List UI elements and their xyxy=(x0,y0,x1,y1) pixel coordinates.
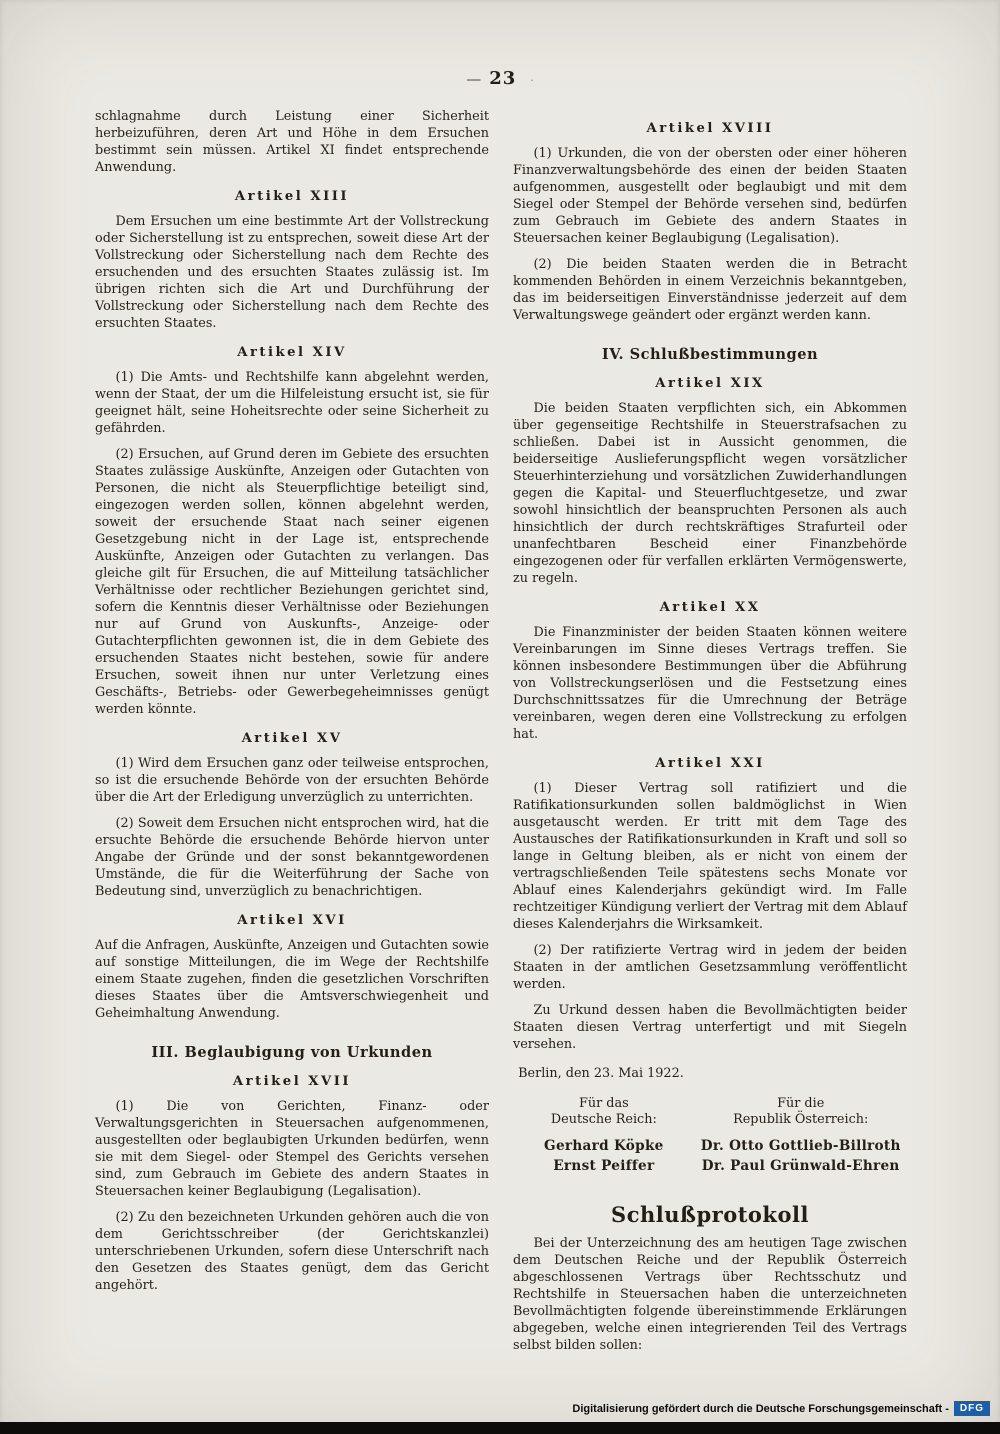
article-xiv-heading: Artikel XIV xyxy=(237,345,347,360)
paragraph: (2) Zu den bezeichneten Urkunden gehören auch die von dem Gerichtsschreiber (der Gerichtskanzlei) unterschriebenen Urkunden, sofern diese Unterschrift nach den Gesetzen des Staates genügt, dem das Gericht angehört. xyxy=(95,1210,489,1293)
digitization-credit xyxy=(572,1401,990,1416)
paragraph: Die beiden Staaten verpflichten sich, ein Abkommen über gegenseitige Rechtshilfe in Steuerstrafsachen zu schließen. Dabei ist in Aussicht genommen, die beiderseitige Auslieferungspflicht wegen vorsätzlicher Steuerhinterziehung und vorsätzlichen Zuwiderhandlungen gegen die Kapital- und Steuerfluchtgesetze, und zwar sowohl hinsichtlich der beanspruchten Personen als auch hinsichtlich der durch rechtskräftiges Strafurteil oder unanfechtbaren Bescheid einer Finanzbehörde eingezogenen oder für verfallen erklärten Vermögenswerte, zu regeln. xyxy=(513,401,907,586)
paragraph: Auf die Anfragen, Auskünfte, Anzeigen und Gutachten sowie auf sonstige Mitteilungen, die im Wege der Rechtshilfe einem Staate zugehen, finden die gesetzlichen Vorschriften dieses Staates über die Amtsverschwiegenheit und Geheimhaltung Anwendung. xyxy=(95,938,489,1021)
signature-column-left xyxy=(517,1096,691,1176)
paragraph: Die Finanzminister der beiden Staaten können weitere Vereinbarungen im Sinne dieses Vertrags treffen. Sie können insbesondere Bestimmungen über die Abführung von Vollstreckungserlösen und die Festsetzung eines Durchschnittssatzes für die Umrechnung der Beträge vereinbaren, wegen deren eine Vollstreckung zu erfolgen hat. xyxy=(513,625,907,742)
article-xvi-heading: Artikel XVI xyxy=(237,913,347,928)
paragraph: Zu Urkund dessen haben die Bevollmächtigten beider Staaten diesen Vertrag unterfertigt und mit Siegeln versehen. xyxy=(513,1003,907,1052)
signature-heading-line: Deutsche Reich: xyxy=(550,1112,657,1127)
signatory-name: Dr. Paul Grünwald-Ehren xyxy=(701,1158,900,1174)
paragraph: Dem Ersuchen um eine bestimmte Art der Vollstreckung oder Sicherstellung ist zu entsprechen, soweit diese Art der Vollstreckung oder Sicherstellung nach dem Rechte des ersuchenden und des ersuchten Staates zulässig ist. Im übrigen richten sich die Art und Durchführung der Vollstreckung oder Sicherstellung nach dem Rechte des ersuchten Staates. xyxy=(95,214,489,331)
paragraph: (1) Die Amts- und Rechtshilfe kann abgelehnt werden, wenn der Staat, der um die Hilfeleistung ersucht ist, sie für geeignet hält, seine Hoheitsrechte oder seine Sicherheit zu gefährden. xyxy=(95,370,489,436)
section-iv-heading: IV. Schlußbestimmungen xyxy=(601,346,819,363)
scan-edge-strip xyxy=(0,1422,1000,1434)
article-xix-heading: Artikel XIX xyxy=(655,376,765,391)
article-xiii-heading: Artikel XIII xyxy=(234,189,350,204)
text-columns xyxy=(95,108,907,1363)
header-left-dash: — xyxy=(466,70,480,88)
paragraph: (2) Soweit dem Ersuchen nicht entsprochen wird, hat die ersuchte Behörde die ersuchende Behörde hiervon unter Angabe der Gründe und der sonst bekanntgewordenen Umstände, die für die Weiterführung der Sache von Bedeutung sind, unverzüglich zu benachrichtigen. xyxy=(95,816,489,899)
signatory-name: Dr. Otto Gottlieb-Billroth xyxy=(700,1138,901,1154)
paragraph: Bei der Unterzeichnung des am heutigen Tage zwischen dem Deutschen Reiche und der Republik Österreich abgeschlossenen Vertrags über Rechtsschutz und Rechtshilfe in Steuersachen haben die unterzeichneten Bevollmächtigten folgende übereinstimmende Erklärungen abgegeben, welche einen integrierenden Teil des Vertrags selbst bilden sollen: xyxy=(513,1236,907,1353)
digitization-credit-text: Digitalisierung gefördert durch die Deutsche Forschungsgemeinschaft - xyxy=(572,1402,949,1415)
signature-column-right xyxy=(698,1096,903,1176)
header-right-mark: · xyxy=(530,74,534,87)
continuation-paragraph: schlagnahme durch Leistung einer Sicherheit herbeizuführen, deren Art und Höhe in dem Ersuchen bestimmt sein müssen. Artikel XI findet entsprechende Anwendung. xyxy=(95,109,489,175)
paragraph: (2) Der ratifizierte Vertrag wird in jedem der beiden Staaten in der amtlichen Gesetzsammlung veröffentlicht werden. xyxy=(513,943,907,992)
signature-heading-line: Für das xyxy=(578,1096,629,1111)
signature-heading-left xyxy=(517,1096,691,1128)
dateline: Berlin, den 23. Mai 1922. xyxy=(518,1066,684,1081)
signature-block xyxy=(517,1096,903,1176)
paragraph: (2) Die beiden Staaten werden die in Betracht kommenden Behörden in einem Verzeichnis bekanntgeben, das im beiderseitigen Einverständnisse jederzeit auf dem Verwaltungswege geändert oder ergänzt werden kann. xyxy=(513,257,907,323)
signature-heading-right xyxy=(698,1096,903,1128)
paragraph: (1) Wird dem Ersuchen ganz oder teilweise entsprochen, so ist die ersuchende Behörde von der ersuchten Behörde über die Art der Erledigung unverzüglich zu unterrichten. xyxy=(95,756,489,805)
article-xvii-heading: Artikel XVII xyxy=(232,1074,352,1089)
paragraph: (1) Urkunden, die von der obersten oder einer höheren Finanzverwaltungsbehörde des einen der beiden Staaten aufgenommen, ausgestellt oder beglaubigt und mit dem Siegel oder Stempel der Behörde versehen sind, bedürfen zum Gebrauch im Gebiete des andern Staates in Steuersachen keiner Beglaubigung (Legalisation). xyxy=(513,146,907,246)
signature-heading-line: Für die xyxy=(777,1096,825,1111)
page-number: 23 xyxy=(489,68,517,89)
signatory-name: Ernst Peiffer xyxy=(553,1158,655,1174)
paragraph: (2) Ersuchen, auf Grund deren im Gebiete des ersuchten Staates zulässige Auskünfte, Anzeigen oder Gutachten von Personen, die nicht als Steuerpflichtige beteiligt sind, eingezogen werden sollen, können abgelehnt werden, soweit der ersuchende Staat nach seiner eigenen Gesetzgebung nicht in der Lage ist, entsprechende Auskünfte, Anzeigen oder Gutachten zu verlangen. Das gleiche gilt für Ersuchen, die auf Mitteilung tatsächlicher Verhältnisse oder rechtlicher Beziehungen gerichtet sind, sofern die Kenntnis dieser Verhältnisse oder Beziehungen nur auf Grund von Auskunfts-, Anzeige- oder Gutachterpflichten gewonnen ist, die in dem Gebiete des ersuchenden Staates nicht bestehen, sowie für andere Ersuchen, soweit ihnen nur unter Verletzung eines Geschäfts-, Betriebs- oder Gewerbegeheimnisses genügt werden könnte. xyxy=(95,447,489,717)
signature-heading-line: Republik Österreich: xyxy=(733,1112,869,1127)
paragraph: (1) Die von Gerichten, Finanz- oder Verwaltungsgerichten in Steuersachen aufgenommenen, ausgestellten oder beglaubigten Urkunden bedürfen, wenn sie mit dem Siegel- oder Stempel des Gerichts versehen sind, zum Gebrauch im Gebiete des andern Staates in Steuersachen keiner Beglaubigung (Legalisation). xyxy=(95,1099,489,1199)
signatory-name: Gerhard Köpke xyxy=(544,1138,664,1154)
article-xviii-heading: Artikel XVIII xyxy=(646,121,774,136)
article-xv-heading: Artikel XV xyxy=(241,731,343,746)
section-iii-heading: III. Beglaubigung von Urkunden xyxy=(151,1044,433,1061)
article-xx-heading: Artikel XX xyxy=(659,600,761,615)
right-column xyxy=(513,108,907,1363)
schlussprotokoll-title: Schlußprotokoll xyxy=(611,1202,809,1227)
paragraph: (1) Dieser Vertrag soll ratifiziert und die Ratifikationsurkunden sollen baldmöglichst in Wien ausgetauscht werden. Er tritt mit dem Tage des Austausches der Ratifikationsurkunden in Kraft und soll so lange in Geltung bleiben, als er nicht von einem der vertragschließenden Teile spätestens sechs Monate vor Ablauf eines Kalenderjahrs gekündigt wird. Im Falle rechtzeitiger Kündigung verliert der Vertrag mit dem Ablauf dieses Kalenderjahrs die Wirksamkeit. xyxy=(513,781,907,932)
article-xxi-heading: Artikel XXI xyxy=(655,756,765,771)
dfg-logo: DFG xyxy=(954,1401,990,1416)
left-column xyxy=(95,108,489,1363)
page-header xyxy=(0,68,1000,89)
